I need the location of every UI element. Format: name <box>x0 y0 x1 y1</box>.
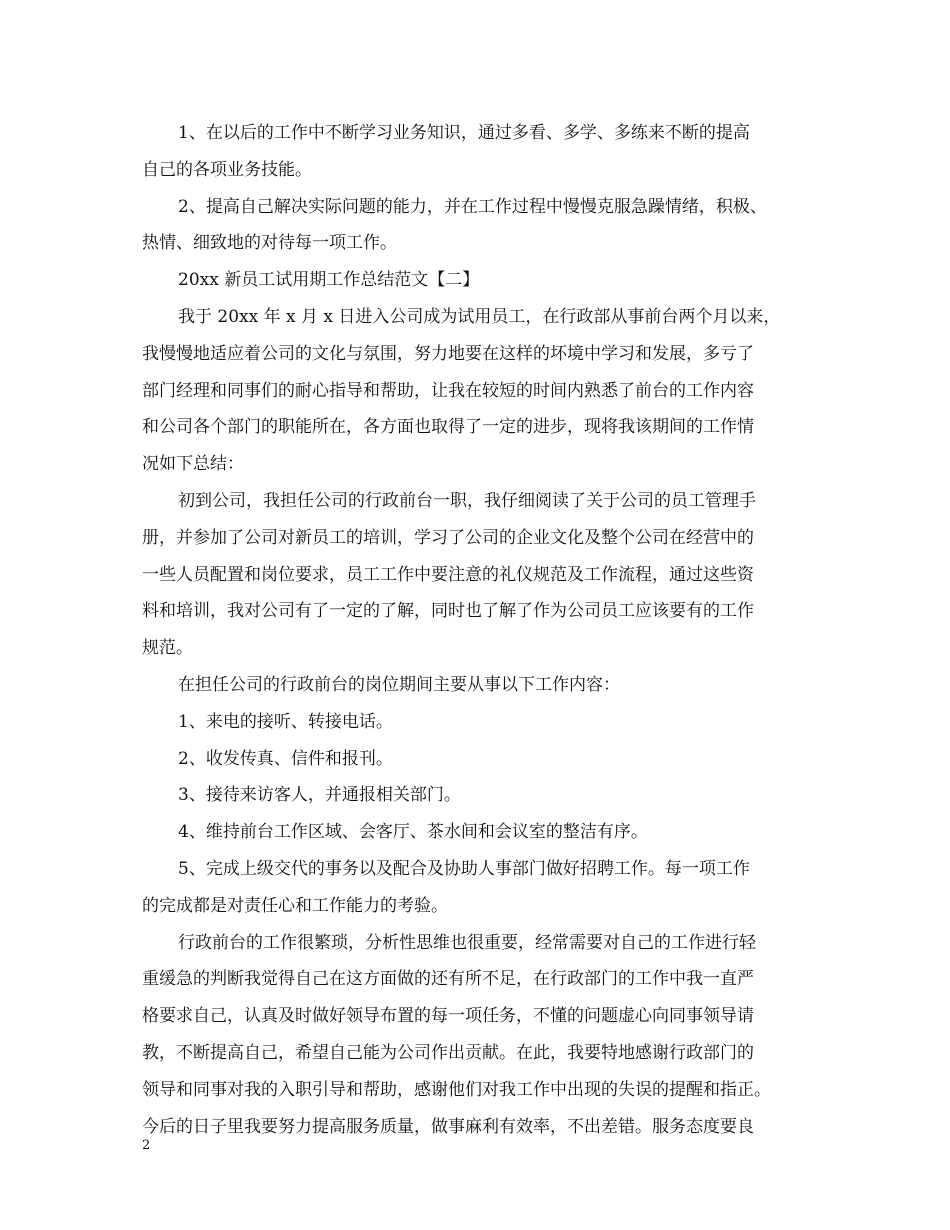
paragraph-line: 格要求自己，认真及时做好领导布置的每一项任务，不懂的问题虚心向同事领导请 <box>142 1006 754 1027</box>
paragraph-6 <box>142 925 832 1146</box>
page-number: 2 <box>142 1138 151 1153</box>
paragraph-line: 自己的各项业务技能。 <box>142 159 312 180</box>
paragraph-line: 的完成都是对责任心和工作能力的考验。 <box>142 895 448 916</box>
section-heading <box>142 262 832 299</box>
paragraph-line: 今后的日子里我要努力提高服务质量，做事麻利有效率，不出差错。服务态度要良 <box>142 1116 754 1137</box>
section-heading-text: 20xx 新员工试用期工作总结范文【二】 <box>178 270 480 291</box>
paragraph-5 <box>142 667 832 704</box>
paragraph-1 <box>142 115 832 189</box>
list-item-text: 5、完成上级交代的事务以及配合及协助人事部门做好招聘工作。每一项工作 <box>178 858 750 879</box>
list-item-text: 1、来电的接听、转接电话。 <box>178 711 393 732</box>
paragraph-line: 1、在以后的工作中不断学习业务知识，通过多看、多学、多练来不断的提高 <box>178 123 750 143</box>
list-item-3 <box>142 777 832 814</box>
document-body <box>142 115 832 1145</box>
list-item-1 <box>142 704 832 741</box>
list-item-text: 4、维持前台工作区域、会客厅、茶水间和会议室的整洁有序。 <box>178 822 648 843</box>
paragraph-line: 初到公司，我担任公司的行政前台一职，我仔细阅读了关于公司的员工管理手 <box>178 490 756 511</box>
list-item-5 <box>142 851 832 925</box>
paragraph-line: 规范。 <box>142 638 193 659</box>
paragraph-line: 重缓急的判断我觉得自己在这方面做的还有所不足，在行政部门的工作中我一直严 <box>142 969 754 990</box>
paragraph-4 <box>142 483 832 667</box>
paragraph-3 <box>142 299 832 483</box>
paragraph-line: 况如下总结： <box>142 454 244 475</box>
paragraph-line: 我于 20xx 年 x 月 x 日进入公司成为试用员工，在行政部从事前台两个月以来， <box>178 306 781 327</box>
paragraph-line: 在担任公司的行政前台的岗位期间主要从事以下工作内容： <box>178 674 620 695</box>
paragraph-line: 部门经理和同事们的耐心指导和帮助，让我在较短的时间内熟悉了前台的工作内容 <box>142 380 754 401</box>
paragraph-line: 册，并参加了公司对新员工的培训，学习了公司的企业文化及整个公司在经营中的 <box>142 527 754 548</box>
paragraph-line: 领导和同事对我的入职引导和帮助，感谢他们对我工作中出现的失误的提醒和指正。 <box>142 1079 771 1100</box>
paragraph-line: 教，不断提高自己，希望自己能为公司作出贡献。在此，我要特地感谢行政部门的 <box>142 1042 754 1063</box>
list-item-2 <box>142 741 832 778</box>
paragraph-line: 热情、细致地的对待每一项工作。 <box>142 233 397 254</box>
list-item-text: 3、接待来访客人，并通报相关部门。 <box>178 785 461 806</box>
paragraph-line: 料和培训，我对公司有了一定的了解，同时也了解了作为公司员工应该要有的工作 <box>142 601 754 622</box>
paragraph-2 <box>142 189 832 263</box>
paragraph-line: 一些人员配置和岗位要求，员工工作中要注意的礼仪规范及工作流程，通过这些资 <box>142 564 754 585</box>
list-item-text: 2、收发传真、信件和报刊。 <box>178 748 393 769</box>
paragraph-line: 和公司各个部门的职能所在，各方面也取得了一定的进步，现将我该期间的工作情 <box>142 417 754 438</box>
paragraph-line: 2、提高自己解决实际问题的能力，并在工作过程中慢慢克服急躁情绪，积极、 <box>178 196 767 217</box>
list-item-4 <box>142 814 832 851</box>
paragraph-line: 行政前台的工作很繁琐，分析性思维也很重要，经常需要对自己的工作进行轻 <box>178 932 756 953</box>
paragraph-line: 我慢慢地适应着公司的文化与氛围，努力地要在这样的坏境中学习和发展，多亏了 <box>142 343 754 364</box>
